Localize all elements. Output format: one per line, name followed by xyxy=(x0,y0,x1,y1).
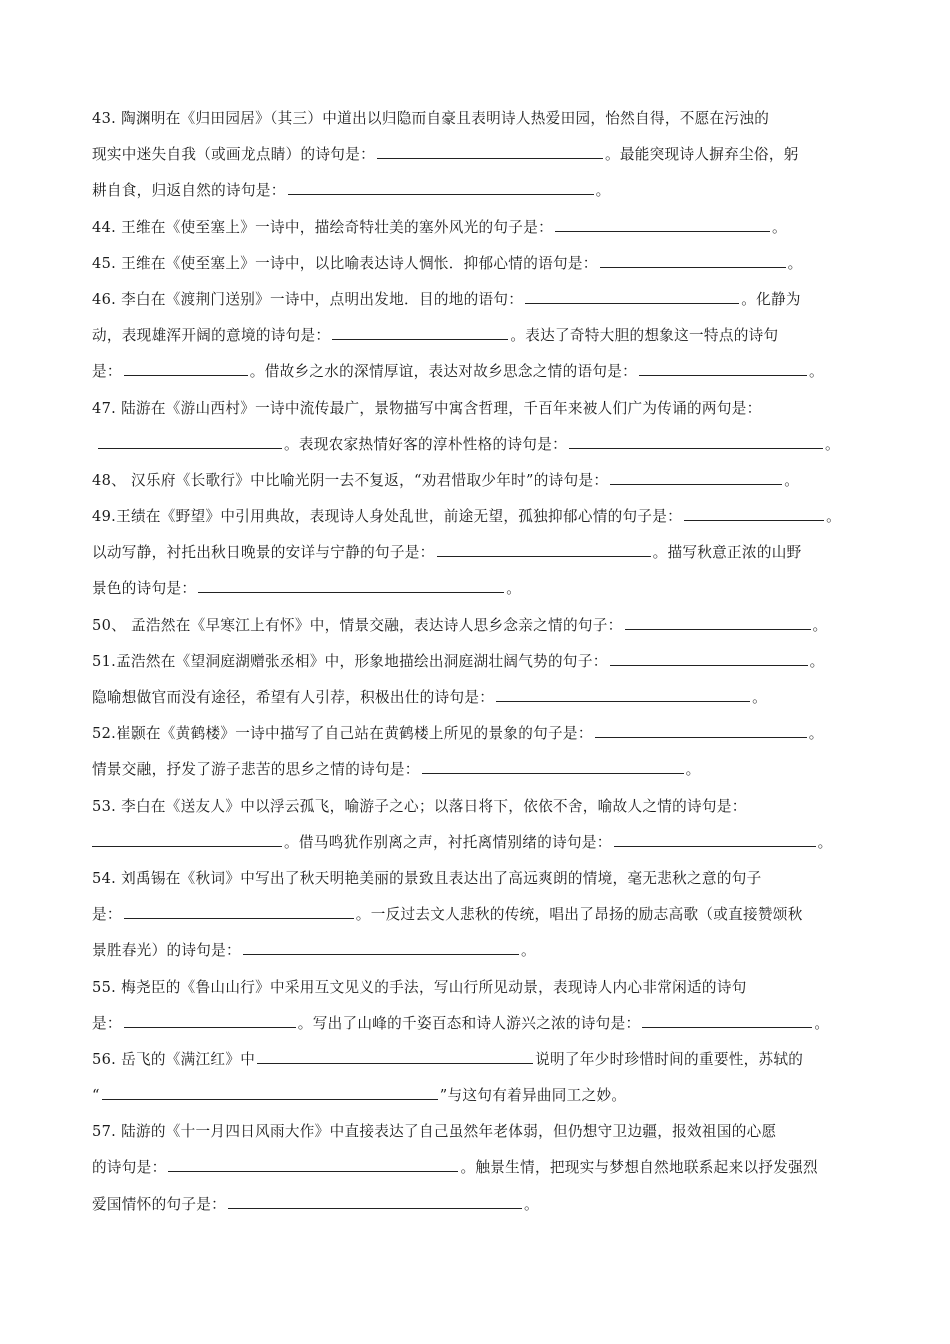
question-number: 47. xyxy=(92,399,117,417)
question-57-line-1: 57. 陆游的《十一月四日风雨大作》中直接表达了自己虽然年老体弱，但仍想守卫边疆，报效祖国的心愿 xyxy=(92,1123,777,1141)
question-54-line-1: 54. 刘禹锡在《秋词》中写出了秋天明艳美丽的景致且表达出了高远爽朗的情境，毫无悲秋之意的句子 xyxy=(92,869,762,887)
answer-blank[interactable] xyxy=(555,216,770,232)
answer-blank[interactable] xyxy=(625,614,811,630)
question-43-line-2: 现实中迷失自我（或画龙点睛）的诗句是： 。最能突现诗人摒弃尘俗，躬 xyxy=(92,137,867,173)
question-49-line-2: 以动写静，衬托出秋日晚景的安详与宁静的句子是： 。描写秋意正浓的山野 xyxy=(92,535,867,571)
question-number: 49. xyxy=(92,508,117,526)
question-51-line-1: 51.孟浩然在《望洞庭湖赠张丞相》中，形象地描绘出洞庭湖壮阔气势的句子： 。 xyxy=(92,644,867,680)
question-54-line-3: 景胜春光）的诗句是： 。 xyxy=(92,933,867,969)
question-55-line-1: 55. 梅尧臣的《鲁山山行》中采用互文见义的手法，写山行所见动景，表现诗人内心非常闲适的诗句 xyxy=(92,978,747,996)
question-49-line-3: 景色的诗句是： 。 xyxy=(92,571,867,607)
question-number: 51. xyxy=(92,652,117,670)
question-number: 56. xyxy=(92,1050,117,1068)
answer-blank[interactable] xyxy=(243,939,519,955)
question-46-line-2: 动，表现雄浑开阔的意境的诗句是： 。表达了奇特大胆的想象这一特点的诗句 xyxy=(92,318,867,354)
question-57-line-3: 爱国情怀的句子是： 。 xyxy=(92,1187,867,1223)
question-number: 57. xyxy=(92,1123,117,1141)
question-number: 43. xyxy=(92,110,117,127)
question-51-line-2: 隐喻想做官而没有途径，希望有人引荐，积极出仕的诗句是： 。 xyxy=(92,680,867,716)
question-52-line-2: 情景交融，抒发了游子悲苦的思乡之情的诗句是： 。 xyxy=(92,752,867,788)
question-47-line-1: 47. 陆游在《游山西村》一诗中流传最广，景物描写中寓含哲理，千百年来被人们广为传诵的两句是： xyxy=(92,399,762,417)
answer-blank[interactable] xyxy=(124,903,354,919)
answer-blank[interactable] xyxy=(610,469,782,485)
question-47-line-2: 。表现农家热情好客的淳朴性格的诗句是： 。 xyxy=(92,427,867,463)
question-number: 52. xyxy=(92,725,117,743)
answer-blank[interactable] xyxy=(198,577,504,593)
answer-blank[interactable] xyxy=(642,1012,812,1028)
question-43-line-3: 耕自食，归返自然的诗句是： 。 xyxy=(92,173,867,209)
question-46-line-3: 是： 。借故乡之水的深情厚谊，表达对故乡思念之情的语句是： 。 xyxy=(92,354,867,390)
question-number: 55. xyxy=(92,978,117,996)
question-43-line-1: 43. 陶渊明在《归田园居》（其三）中道出以归隐而自豪且表明诗人热爱田园，怡然自得，不愿在污浊的 xyxy=(92,110,770,127)
question-50-line-1: 50、 孟浩然在《早寒江上有怀》中，情景交融，表达诗人思乡念亲之情的句子： 。 xyxy=(92,608,867,644)
question-number: 54. xyxy=(92,869,117,887)
question-number: 46. xyxy=(92,290,117,308)
question-48-line-1: 48、 汉乐府《长歌行》中比喻光阴一去不复返，“劝君惜取少年时”的诗句是： 。 xyxy=(92,463,867,499)
answer-blank[interactable] xyxy=(437,541,651,557)
question-46-line-1: 46. 李白在《渡荆门送别》一诗中，点明出发地．目的地的语句： 。化静为 xyxy=(92,282,867,318)
answer-blank[interactable] xyxy=(639,360,807,376)
answer-blank[interactable] xyxy=(168,1156,458,1172)
answer-blank[interactable] xyxy=(124,360,248,376)
question-56-line-1: 56. 岳飞的《满江红》中 说明了年少时珍惜时间的重要性，苏轼的 xyxy=(92,1042,867,1078)
answer-blank[interactable] xyxy=(496,686,750,702)
question-number: 50、 xyxy=(92,616,127,634)
answer-blank[interactable] xyxy=(332,324,508,340)
answer-blank[interactable] xyxy=(92,831,282,847)
answer-blank[interactable] xyxy=(377,143,603,159)
question-53-line-1: 53. 李白在《送友人》中以浮云孤飞，喻游子之心；以落日将下，依依不舍，喻故人之情的诗句是： xyxy=(92,797,747,815)
answer-blank[interactable] xyxy=(98,433,282,449)
question-56-line-2: “ ”与这句有着异曲同工之妙。 xyxy=(92,1078,867,1114)
answer-blank[interactable] xyxy=(610,650,808,666)
question-number: 48、 xyxy=(92,471,127,489)
question-54-line-2: 是： 。一反过去文人悲秋的传统，唱出了昂扬的励志高歌（或直接赞颂秋 xyxy=(92,897,867,933)
answer-blank[interactable] xyxy=(525,288,739,304)
answer-blank[interactable] xyxy=(422,758,684,774)
answer-blank[interactable] xyxy=(228,1193,522,1209)
answer-blank[interactable] xyxy=(684,505,824,521)
question-49-line-1: 49.王绩在《野望》中引用典故，表现诗人身处乱世，前途无望，孤独抑郁心情的句子是： 。 xyxy=(92,499,867,535)
question-number: 53. xyxy=(92,797,117,815)
answer-blank[interactable] xyxy=(569,433,823,449)
question-number: 44. xyxy=(92,218,117,236)
answer-blank[interactable] xyxy=(124,1012,296,1028)
answer-blank[interactable] xyxy=(595,722,807,738)
question-52-line-1: 52.崔颢在《黄鹤楼》一诗中描写了自己站在黄鹤楼上所见的景象的句子是： 。 xyxy=(92,716,867,752)
answer-blank[interactable] xyxy=(600,252,786,268)
worksheet xyxy=(92,101,867,1223)
question-number: 45. xyxy=(92,254,117,272)
answer-blank[interactable] xyxy=(257,1048,533,1064)
question-55-line-2: 是： 。写出了山峰的千姿百态和诗人游兴之浓的诗句是： 。 xyxy=(92,1006,867,1042)
question-53-line-2: 。借马鸣犹作别离之声，衬托离情别绪的诗句是： 。 xyxy=(92,825,867,861)
question-45-line-1: 45. 王维在《使至塞上》一诗中，以比喻表达诗人惆怅．抑郁心情的语句是： 。 xyxy=(92,246,867,282)
answer-blank[interactable] xyxy=(102,1084,438,1100)
answer-blank[interactable] xyxy=(614,831,816,847)
answer-blank[interactable] xyxy=(288,179,594,195)
question-57-line-2: 的诗句是： 。触景生情，把现实与梦想自然地联系起来以抒发强烈 xyxy=(92,1150,867,1186)
question-44-line-1: 44. 王维在《使至塞上》一诗中，描绘奇特壮美的塞外风光的句子是： 。 xyxy=(92,210,867,246)
